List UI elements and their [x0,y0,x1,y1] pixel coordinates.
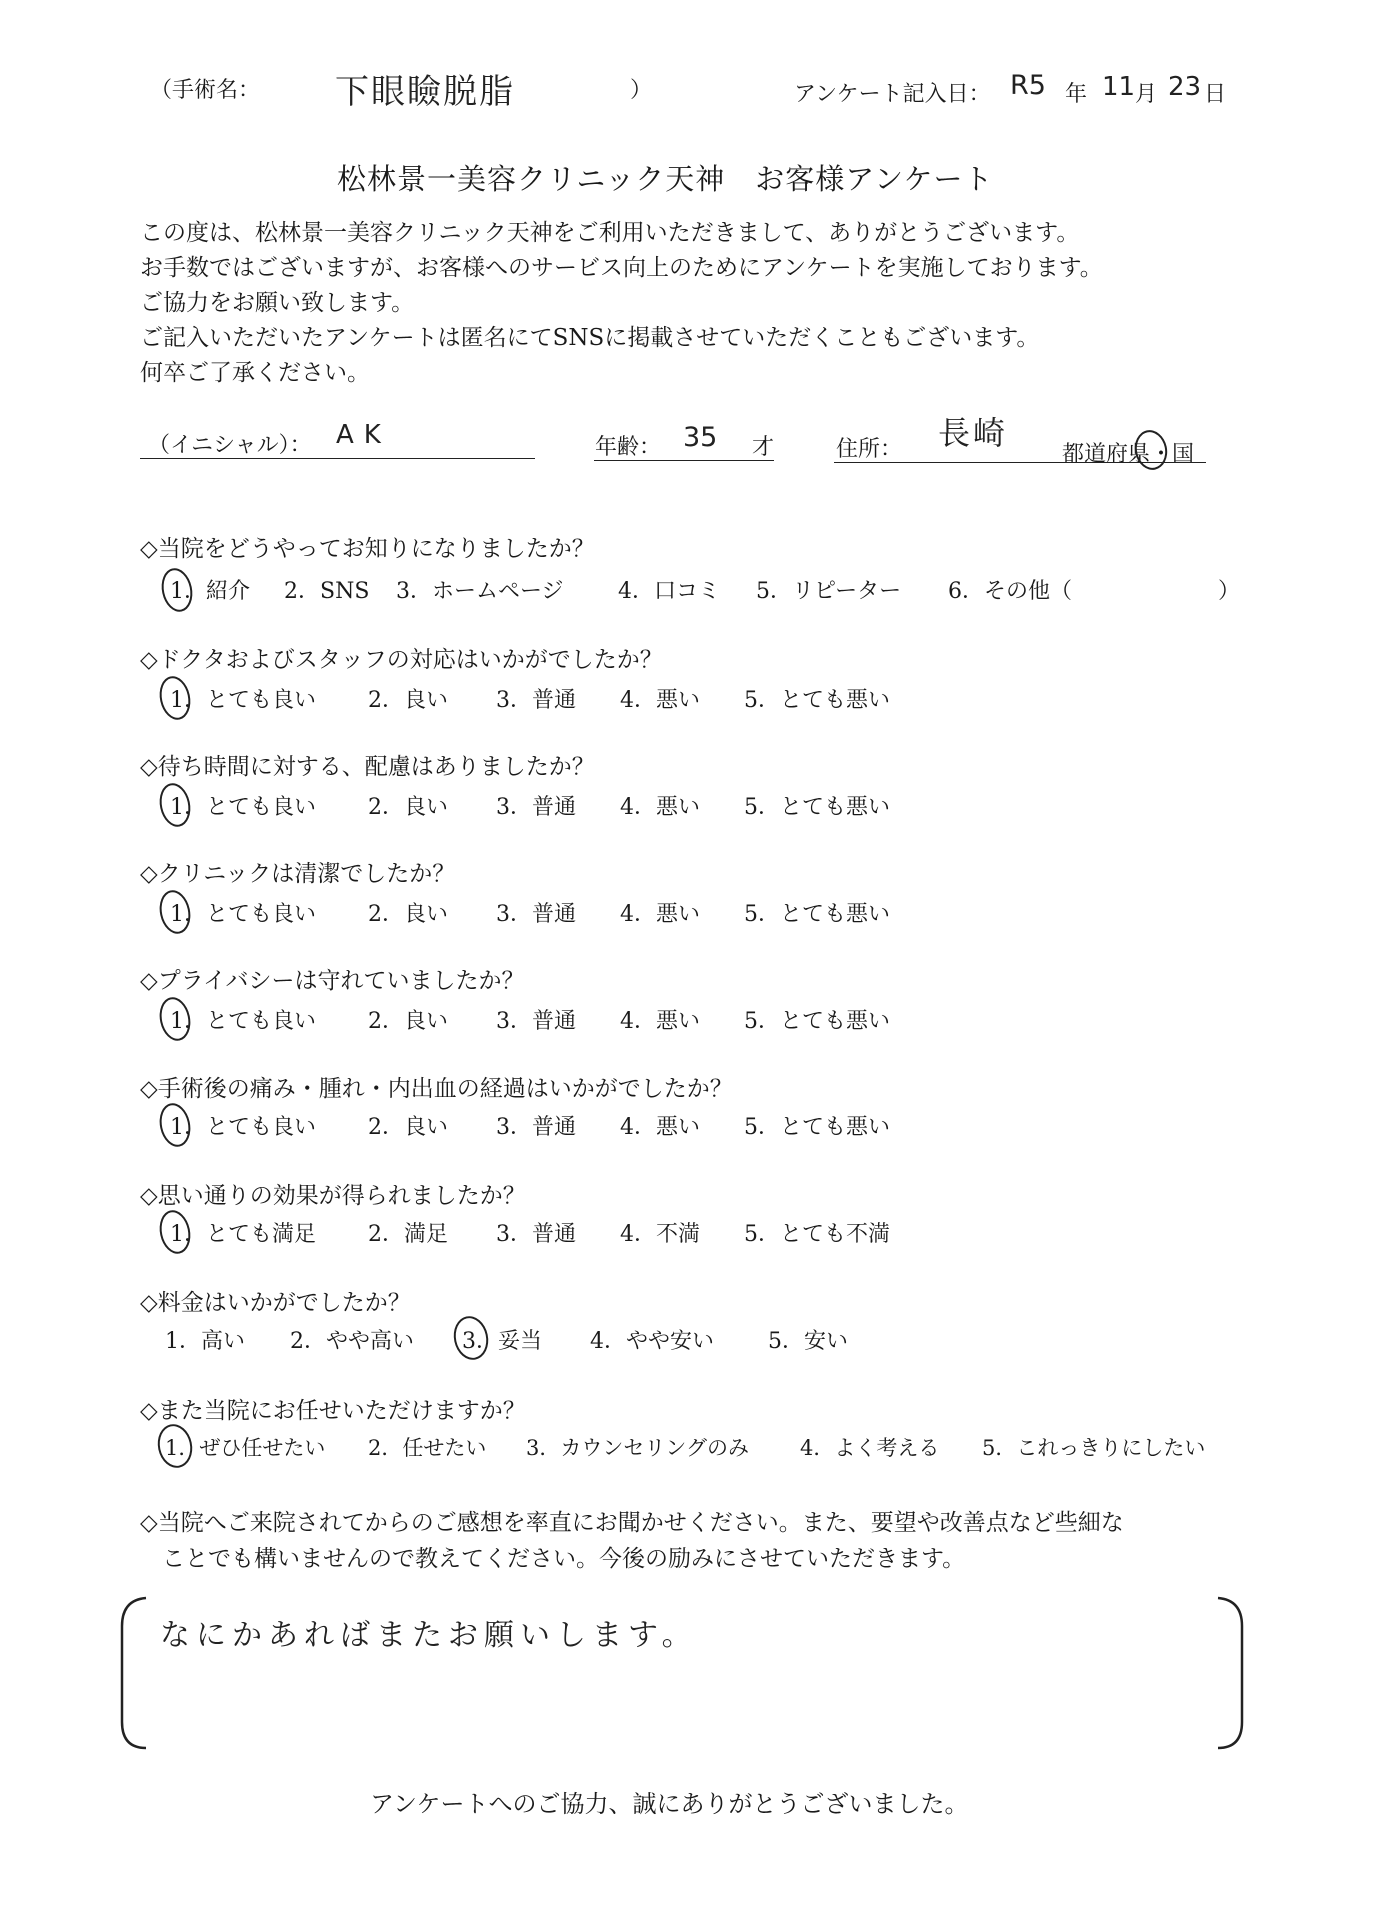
option-5[interactable]: 5．とても悪い [744,688,890,713]
feedback-prompt-line2: ことでも構いませんので教えてください。今後の励みにさせていただきます。 [162,1546,966,1572]
feedback-prompt-line1: ◇当院へご来院されてからのご感想を率直にお聞かせください。また、要望や改善点など些細な [140,1510,1124,1536]
option-3[interactable]: 3．ホームページ [396,579,564,604]
initial-underline [140,458,535,459]
survey-date-month: 11 [1102,72,1136,102]
age-label: 年齢： [595,435,662,460]
option-6[interactable]: 6．その他（ [948,579,1072,604]
question-text: ◇ドクタおよびスタッフの対応はいかがでしたか？ [140,647,663,673]
option-2[interactable]: 2．やや高い [290,1329,414,1354]
option-3[interactable]: 3．普通 [496,795,576,820]
intro-line: ご協力をお願い致します。 [140,290,415,316]
survey-date-year-unit: 年 [1065,82,1088,107]
option-2[interactable]: 2．良い [368,1009,448,1034]
option-3[interactable]: 3．カウンセリングのみ [526,1436,749,1460]
option-3[interactable]: 3．普通 [496,902,576,927]
question-text: ◇思い通りの効果が得られましたか？ [140,1183,526,1209]
option-2[interactable]: 2．良い [368,795,448,820]
address-label: 住所： [836,437,903,462]
question-text: ◇当院をどうやってお知りになりましたか？ [140,536,595,562]
option-4[interactable]: 4．悪い [620,688,700,713]
option-2[interactable]: 2．任せたい [368,1436,487,1460]
option-4[interactable]: 4．口コミ [618,579,720,604]
selected-circle-mark [158,565,196,614]
survey-date-day: 23 [1168,72,1202,102]
survey-date-day-unit: 日 [1204,82,1227,107]
option-2[interactable]: 2．良い [368,688,448,713]
option-5[interactable]: 5．とても不満 [744,1222,890,1247]
option-4[interactable]: 4．悪い [620,795,700,820]
option-4[interactable]: 4．やや安い [590,1329,714,1354]
option-1[interactable]: 1．高い [165,1329,245,1354]
option-2[interactable]: 2．満足 [368,1222,448,1247]
option-5[interactable]: 5．リピーター [756,579,902,604]
option-3[interactable]: 3．普通 [496,1222,576,1247]
option-5[interactable]: 5．これっきりにしたい [982,1436,1206,1460]
initial-value: AK [336,420,391,450]
question-text: ◇待ち時間に対する、配慮はありましたか？ [140,754,595,780]
option-5[interactable]: 5．安い [768,1329,848,1354]
intro-line: お手数ではございますが、お客様へのサービス向上のためにアンケートを実施しております。 [140,255,1103,281]
intro-line: ご記入いただいたアンケートは匿名にてSNSに掲載させていただくこともございます。 [140,325,1040,351]
surgery-name-close: ） [630,78,653,103]
intro-text [140,216,1103,391]
option-3[interactable]: 3．普通 [496,688,576,713]
option-1[interactable]: 1．とても良い [170,902,316,927]
option-1[interactable]: 1．とても良い [170,688,316,713]
selected-circle-mark [156,887,194,936]
intro-line: この度は、松林景一美容クリニック天神をご利用いただきまして、ありがとうございます。 [140,220,1080,246]
option-4[interactable]: 4．悪い [620,1009,700,1034]
option-5[interactable]: 5．とても悪い [744,1009,890,1034]
feedback-answer[interactable]: なにかあればまたお願いします。 [160,1618,698,1653]
option-1[interactable]: 1．とても良い [170,1115,316,1140]
question-text: ◇手術後の痛み・腫れ・内出血の経過はいかがでしたか？ [140,1076,733,1102]
address-value: 長崎 [938,414,1009,452]
selected-circle-mark [156,1100,194,1149]
question-text: ◇料金はいかがでしたか？ [140,1290,411,1316]
surgery-name-label: （手術名： [150,78,261,103]
option-2[interactable]: 2．良い [368,902,448,927]
survey-title: 松林景一美容クリニック天神 お客様アンケート [337,162,994,196]
option-4[interactable]: 4．悪い [620,902,700,927]
option-3[interactable]: 3．妥当 [462,1329,542,1354]
footer-thanks: アンケートへのご協力、誠にありがとうございました。 [370,1790,969,1818]
option-3[interactable]: 3．普通 [496,1009,576,1034]
option-4[interactable]: 4．よく考える [800,1436,940,1460]
option-1[interactable]: 1．紹介 [170,579,250,604]
option-4[interactable]: 4．悪い [620,1115,700,1140]
selected-circle-mark [156,780,194,829]
question-text: ◇クリニックは清潔でしたか？ [140,861,456,887]
option-4[interactable]: 4．不満 [620,1222,700,1247]
selected-circle-mark [156,994,194,1043]
option-5[interactable]: 5．とても悪い [744,795,890,820]
option-3[interactable]: 3．普通 [496,1115,576,1140]
option-2[interactable]: 2．SNS [284,579,370,604]
option-1[interactable]: 1．ぜひ任せたい [165,1436,326,1460]
option-2[interactable]: 2．良い [368,1115,448,1140]
surgery-name-value: 下眼瞼脱脂 [335,72,515,112]
prefecture-types: 都道府県・国 [1062,442,1195,467]
option-1[interactable]: 1．とても満足 [170,1222,316,1247]
option-5[interactable]: 5．とても悪い [744,902,890,927]
option-1[interactable]: 1．とても良い [170,795,316,820]
age-unit: 才 [752,435,775,460]
intro-line: 何卒ご了承ください。 [140,360,370,386]
survey-date-label: アンケート記入日： [794,82,991,107]
survey-date-month-unit: 月 [1135,82,1158,107]
selected-circle-mark [156,673,194,722]
option-1[interactable]: 1．とても良い [170,1009,316,1034]
selected-circle-mark [154,1421,196,1471]
option-other-close: ） [1218,579,1241,604]
initial-label: （イニシャル）： [148,433,312,458]
age-underline [594,460,774,461]
question-text: ◇また当院にお任せいただけますか？ [140,1398,526,1424]
option-5[interactable]: 5．とても悪い [744,1115,890,1140]
survey-date-era: R5 [1010,70,1046,101]
question-text: ◇プライバシーは守れていましたか？ [140,968,525,994]
selected-circle-mark [450,1313,492,1363]
age-value: 35 [683,422,718,453]
selected-circle-mark [156,1207,194,1256]
